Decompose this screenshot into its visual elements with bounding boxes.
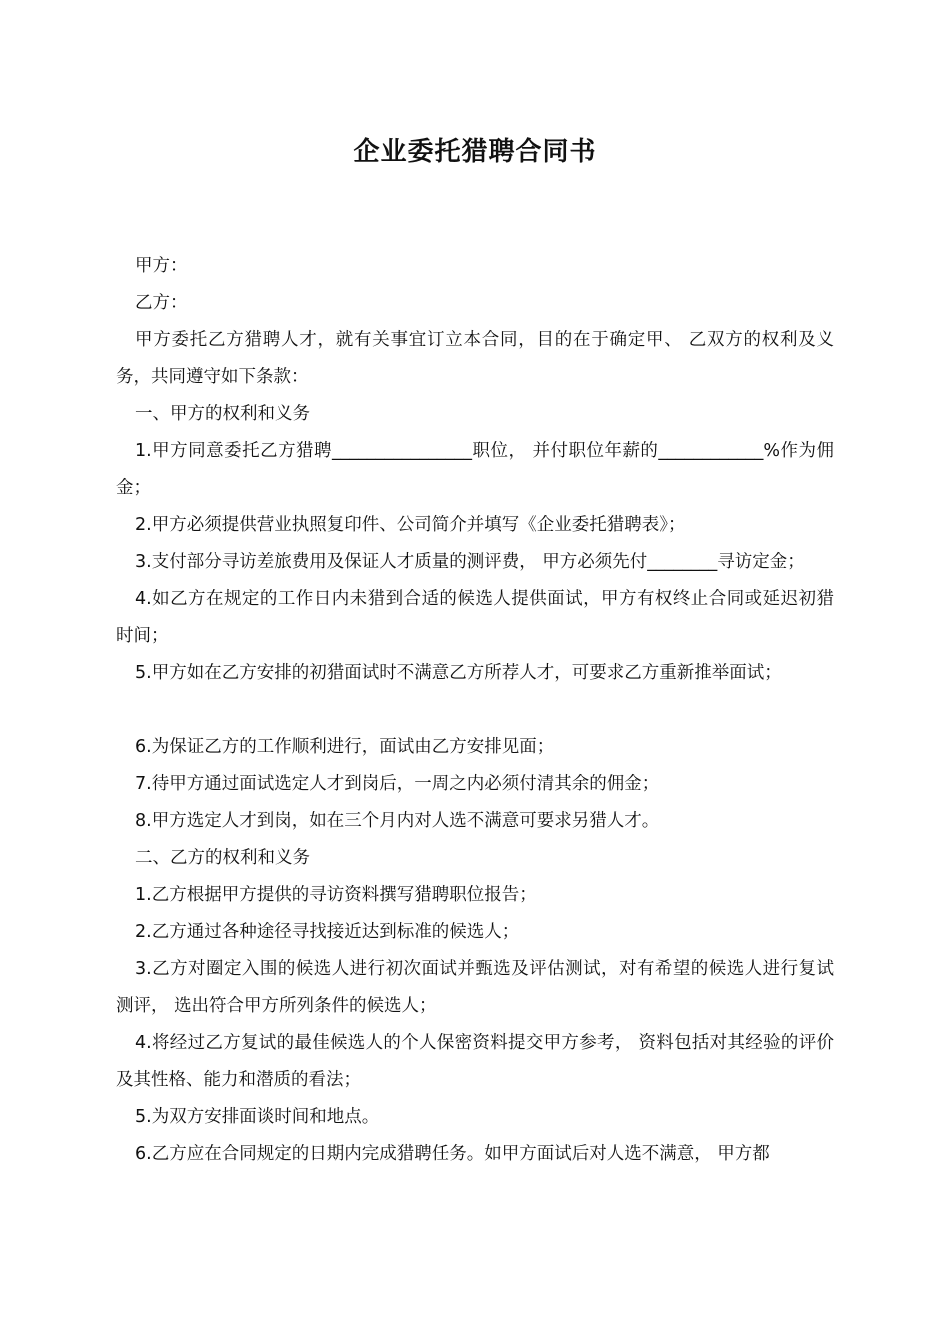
section2-item-3: 3.乙方对圈定入围的候选人进行初次面试并甄选及评估测试，对有希望的候选人进行复试测评， 选出符合甲方所列条件的候选人；	[116, 959, 834, 1016]
section1-item-2: 2.甲方必须提供营业执照复印件、公司简介并填写《企业委托猎聘表》；	[135, 515, 686, 535]
paragraph-gap	[116, 692, 834, 729]
section2-item-4: 4.将经过乙方复试的最佳候选人的个人保密资料提交甲方参考， 资料包括对其经验的评价及其性格、能力和潜质的看法；	[116, 1033, 834, 1090]
intro-paragraph: 甲方委托乙方猎聘人才，就有关事宜订立本合同，目的在于确定甲、 乙双方的权利及义务，共同遵守如下条款：	[116, 330, 834, 387]
section1-item-1: 1.甲方同意委托乙方猎聘________________职位， 并付职位年薪的____________%作为佣金；	[116, 441, 834, 498]
party-b-line: 乙方：	[135, 293, 188, 313]
section1-item-6: 6.为保证乙方的工作顺利进行，面试由乙方安排见面；	[135, 737, 555, 757]
section2-heading: 二、乙方的权利和义务	[135, 848, 310, 868]
section1-item-8: 8.甲方选定人才到岗，如在三个月内对人选不满意可要求另猎人才。	[135, 811, 660, 831]
section2-item-6: 6.乙方应在合同规定的日期内完成猎聘任务。如甲方面试后对人选不满意， 甲方都	[135, 1144, 770, 1164]
section1-item-3: 3.支付部分寻访差旅费用及保证人才质量的测评费， 甲方必须先付________寻访定金；	[135, 552, 805, 572]
document-title: 企业委托猎聘合同书	[353, 137, 597, 167]
section1-heading: 一、甲方的权利和义务	[135, 404, 310, 424]
document-body	[116, 248, 834, 1173]
section1-item-5: 5.甲方如在乙方安排的初猎面试时不满意乙方所荐人才，可要求乙方重新推举面试；	[135, 663, 782, 683]
section1-item-7: 7.待甲方通过面试选定人才到岗后，一周之内必须付清其余的佣金；	[135, 774, 660, 794]
section1-item-4: 4.如乙方在规定的工作日内未猎到合适的候选人提供面试，甲方有权终止合同或延迟初猎时间；	[116, 589, 834, 646]
section2-item-2: 2.乙方通过各种途径寻找接近达到标准的候选人；	[135, 922, 520, 942]
section2-item-1: 1.乙方根据甲方提供的寻访资料撰写猎聘职位报告；	[135, 885, 537, 905]
party-a-line: 甲方：	[135, 256, 188, 276]
section2-item-5: 5.为双方安排面谈时间和地点。	[135, 1107, 380, 1127]
